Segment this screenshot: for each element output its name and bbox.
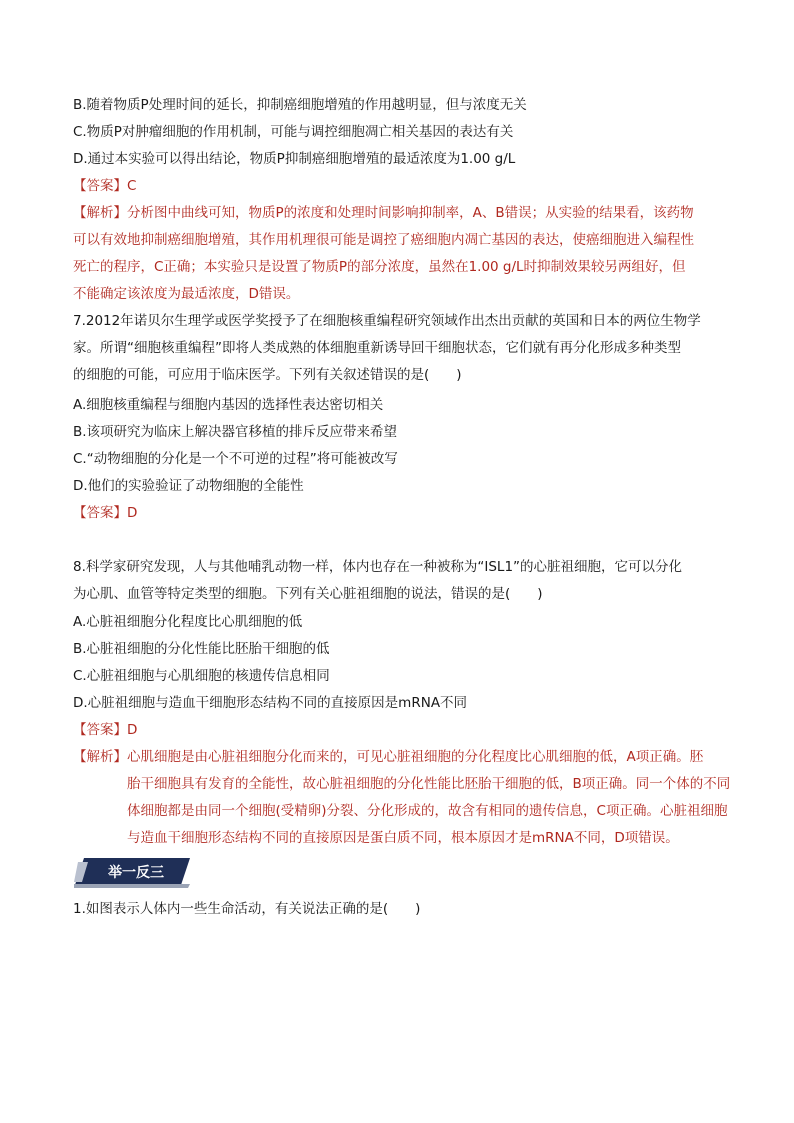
q7-answer-tag: 【答案】: [73, 505, 127, 521]
q8-analysis-line: 与造血干细胞形态结构不同的直接原因是蛋白质不同，根本原因才是mRNA不同，D项错误。: [127, 830, 679, 846]
q6-option-c: C.物质P对肿瘤细胞的作用机制，可能与调控细胞凋亡相关基因的表达有关: [73, 124, 514, 140]
q7-stem-line: 的细胞的可能，可应用于临床医学。下列有关叙述错误的是( ): [73, 367, 462, 383]
q6-analysis-line: 【解析】分析图中曲线可知，物质P的浓度和处理时间影响抑制率，A、B错误；从实验的结果看，该药物: [73, 205, 694, 221]
q8-answer-line: [73, 720, 733, 740]
q7-stem-line: 7.2012年诺贝尔生理学或医学奖授予了在细胞核重编程研究领域作出杰出贡献的英国和日本的两位生物学: [73, 313, 701, 329]
q8-answer-tag: 【答案】: [73, 722, 127, 738]
q8-option-b: B.心脏祖细胞的分化性能比胚胎干细胞的低: [73, 641, 330, 657]
q7-option-a: A.细胞核重编程与细胞内基因的选择性表达密切相关: [73, 397, 384, 413]
q1-stem: 1.如图表示人体内一些生命活动，有关说法正确的是( ): [73, 901, 421, 917]
q8-option-d: D.心脏祖细胞与造血干细胞形态结构不同的直接原因是mRNA不同: [73, 695, 468, 711]
q8-analysis-line: 胎干细胞具有发育的全能性，故心脏祖细胞的分化性能比胚胎干细胞的低，B项正确。同一个体的不同: [127, 776, 731, 792]
q7-answer-line: [73, 503, 733, 523]
q6-option-d: D.通过本实验可以得出结论，物质P抑制癌细胞增殖的最适浓度为1.00 g/L: [73, 151, 516, 167]
q7-option-c: C.“动物细胞的分化是一个不可逆的过程”将可能被改写: [73, 451, 398, 467]
q8-option-a: A.心脏祖细胞分化程度比心肌细胞的低: [73, 614, 303, 630]
q6-answer-tag: 【答案】: [73, 178, 127, 194]
q7-answer-value: D: [127, 505, 138, 521]
q8-stem-line: 为心肌、血管等特定类型的细胞。下列有关心脏祖细胞的说法，错误的是( ): [73, 586, 543, 602]
q6-answer-line: [73, 176, 733, 196]
q8-stem-line: 8.科学家研究发现，人与其他哺乳动物一样，体内也存在一种被称为“ISL1”的心脏祖细胞，它可以分化: [73, 559, 683, 575]
q6-analysis-line: 可以有效地抑制癌细胞增殖，其作用机理很可能是调控了癌细胞内凋亡基因的表达，使癌细胞进入编程性: [73, 232, 694, 248]
q6-analysis-line: 不能确定该浓度为最适浓度，D错误。: [73, 286, 300, 302]
q8-analysis-tag: 【解析】: [73, 749, 127, 765]
q8-answer-value: D: [127, 722, 138, 738]
q6-analysis: [73, 200, 733, 308]
q7-option-b: B.该项研究为临床上解决器官移植的排斥反应带来希望: [73, 424, 398, 440]
q6-analysis-tag: 【解析】: [73, 205, 127, 221]
q8-option-c: C.心脏祖细胞与心肌细胞的核遗传信息相同: [73, 668, 330, 684]
q7-stem: [73, 308, 733, 389]
q6-answer-value: C: [127, 178, 137, 194]
q8-analysis-line: 【解析】心肌细胞是由心脏祖细胞分化而来的，可见心脏祖细胞的分化程度比心肌细胞的低，A项正确。胚: [73, 749, 704, 765]
q6-analysis-line: 死亡的程序，C正确；本实验只是设置了物质P的部分浓度，虽然在1.00 g/L时抑制效果较另两组好，但: [73, 259, 686, 275]
q7-stem-line: 家。所谓“细胞核重编程”即将人类成熟的体细胞重新诱导回干细胞状态，它们就有再分化形成多种类型: [73, 340, 681, 356]
q7-option-d: D.他们的实验验证了动物细胞的全能性: [73, 478, 304, 494]
q8-analysis: [73, 744, 733, 852]
q6-option-b: B.随着物质P处理时间的延长，抑制癌细胞增殖的作用越明显，但与浓度无关: [73, 97, 527, 113]
section-banner-title: 举一反三: [108, 865, 164, 881]
q8-stem: [73, 554, 733, 608]
q8-analysis-line: 体细胞都是由同一个细胞(受精卵)分裂、分化形成的，故含有相同的遗传信息，C项正确。心脏祖细胞: [127, 803, 728, 819]
